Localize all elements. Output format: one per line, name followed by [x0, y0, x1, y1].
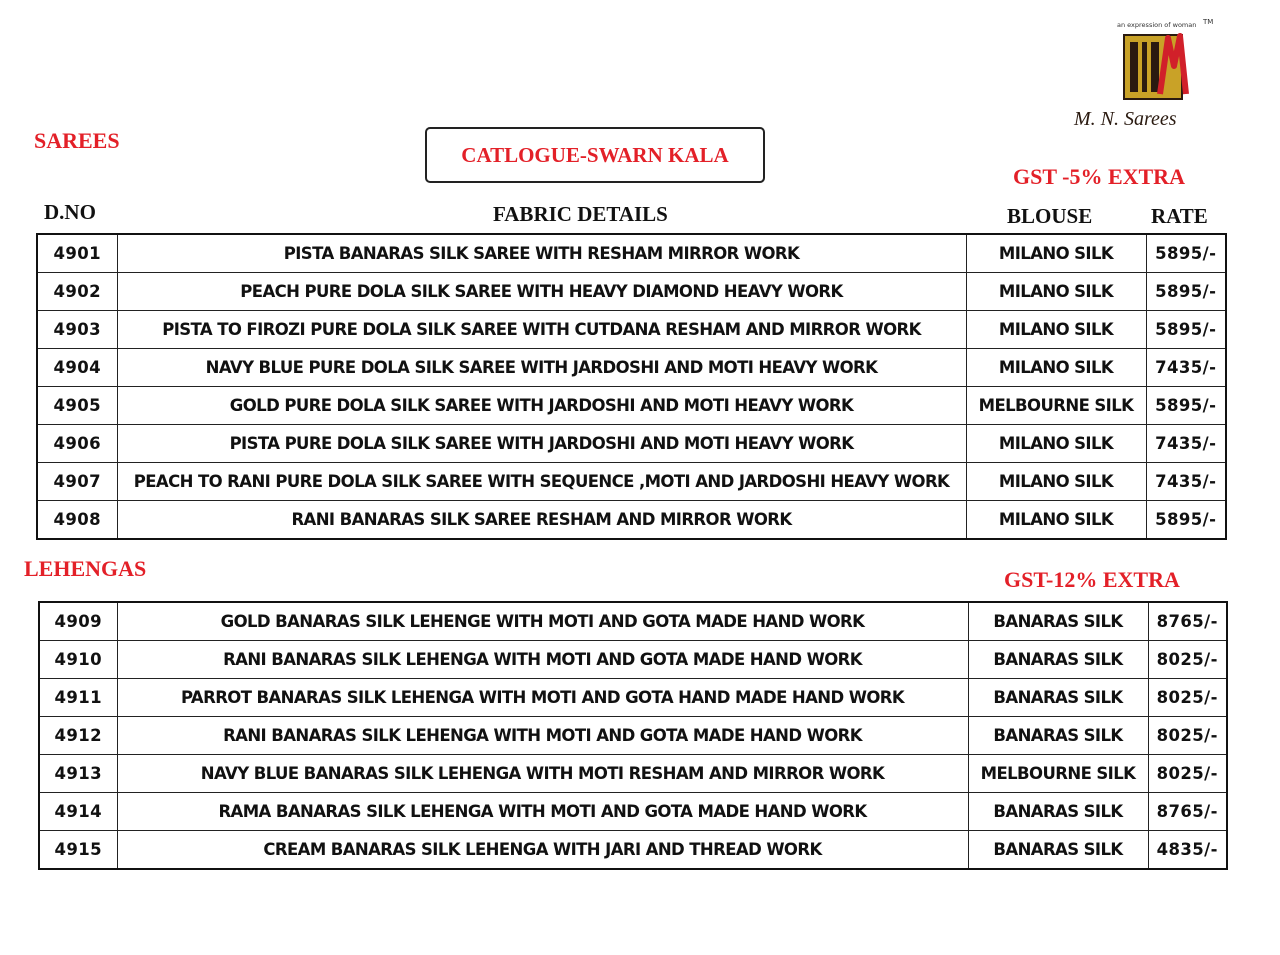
design-number-cell: 4912: [39, 717, 117, 755]
fabric-details-cell: PISTA TO FIROZI PURE DOLA SILK SAREE WITH CUTDANA RESHAM AND MIRROR WORK: [117, 311, 966, 349]
fabric-details-cell: GOLD PURE DOLA SILK SAREE WITH JARDOSHI AND MOTI HEAVY WORK: [117, 387, 966, 425]
fabric-details-cell: PEACH TO RANI PURE DOLA SILK SAREE WITH SEQUENCE ,MOTI AND JARDOSHI HEAVY WORK: [117, 463, 966, 501]
rate-cell: 7435/-: [1146, 425, 1226, 463]
header-blouse: BLOUSE: [1007, 204, 1093, 228]
table-row: [39, 717, 1227, 755]
logo-tagline: an expression of woman: [1117, 21, 1197, 29]
logo-tm: TM: [1203, 18, 1214, 26]
rate-cell: 5895/-: [1146, 273, 1226, 311]
design-number-cell: 4901: [37, 234, 117, 273]
blouse-cell: BANARAS SILK: [968, 641, 1148, 679]
blouse-cell: MELBOURNE SILK: [968, 755, 1148, 793]
blouse-cell: MILANO SILK: [966, 234, 1146, 273]
table-row: [37, 234, 1226, 273]
table-row: [37, 501, 1226, 540]
blouse-cell: MILANO SILK: [966, 311, 1146, 349]
fabric-details-cell: PISTA PURE DOLA SILK SAREE WITH JARDOSHI AND MOTI HEAVY WORK: [117, 425, 966, 463]
catalogue-title: CATLOGUE-SWARN KALA: [461, 142, 729, 167]
table-row: [37, 425, 1226, 463]
table-row: [37, 273, 1226, 311]
design-number-cell: 4902: [37, 273, 117, 311]
blouse-cell: MILANO SILK: [966, 349, 1146, 387]
fabric-details-cell: PEACH PURE DOLA SILK SAREE WITH HEAVY DIAMOND HEAVY WORK: [117, 273, 966, 311]
design-number-cell: 4915: [39, 831, 117, 870]
design-number-cell: 4906: [37, 425, 117, 463]
table-row: [37, 311, 1226, 349]
fabric-details-cell: PISTA BANARAS SILK SAREE WITH RESHAM MIRROR WORK: [117, 234, 966, 273]
fabric-details-cell: NAVY BLUE BANARAS SILK LEHENGA WITH MOTI RESHAM AND MIRROR WORK: [117, 755, 968, 793]
rate-cell: 5895/-: [1146, 501, 1226, 540]
design-number-cell: 4904: [37, 349, 117, 387]
fabric-details-cell: RAMA BANARAS SILK LEHENGA WITH MOTI AND GOTA MADE HAND WORK: [117, 793, 968, 831]
lehengas-table: [38, 601, 1228, 870]
fabric-details-cell: RANI BANARAS SILK LEHENGA WITH MOTI AND GOTA MADE HAND WORK: [117, 717, 968, 755]
table-row: [39, 793, 1227, 831]
brand-logo: [1060, 6, 1255, 136]
design-number-cell: 4910: [39, 641, 117, 679]
design-number-cell: 4909: [39, 602, 117, 641]
table-row: [37, 387, 1226, 425]
table-row: [39, 641, 1227, 679]
header-rate: RATE: [1151, 204, 1208, 228]
design-number-cell: 4903: [37, 311, 117, 349]
design-number-cell: 4907: [37, 463, 117, 501]
blouse-cell: MILANO SILK: [966, 425, 1146, 463]
lehengas-section-label: LEHENGAS: [24, 556, 147, 581]
sarees-section-label: SAREES: [34, 128, 120, 153]
blouse-cell: BANARAS SILK: [968, 717, 1148, 755]
blouse-cell: MILANO SILK: [966, 463, 1146, 501]
lehengas-gst-note: GST-12% EXTRA: [1004, 567, 1180, 592]
rate-cell: 8025/-: [1148, 717, 1227, 755]
table-row: [39, 679, 1227, 717]
design-number-cell: 4913: [39, 755, 117, 793]
rate-cell: 7435/-: [1146, 349, 1226, 387]
rate-cell: 7435/-: [1146, 463, 1226, 501]
fabric-details-cell: RANI BANARAS SILK LEHENGA WITH MOTI AND GOTA MADE HAND WORK: [117, 641, 968, 679]
design-number-cell: 4911: [39, 679, 117, 717]
rate-cell: 4835/-: [1148, 831, 1227, 870]
blouse-cell: MILANO SILK: [966, 273, 1146, 311]
fabric-details-cell: PARROT BANARAS SILK LEHENGA WITH MOTI AND GOTA HAND MADE HAND WORK: [117, 679, 968, 717]
blouse-cell: BANARAS SILK: [968, 793, 1148, 831]
blouse-cell: BANARAS SILK: [968, 831, 1148, 870]
blouse-cell: BANARAS SILK: [968, 679, 1148, 717]
fabric-details-cell: CREAM BANARAS SILK LEHENGA WITH JARI AND THREAD WORK: [117, 831, 968, 870]
blouse-cell: MILANO SILK: [966, 501, 1146, 540]
sarees-gst-note: GST -5% EXTRA: [1013, 164, 1185, 189]
rate-cell: 5895/-: [1146, 387, 1226, 425]
table-row: [37, 463, 1226, 501]
blouse-cell: BANARAS SILK: [968, 602, 1148, 641]
blouse-cell: MELBOURNE SILK: [966, 387, 1146, 425]
rate-cell: 8025/-: [1148, 641, 1227, 679]
sarees-table: [36, 233, 1227, 540]
header-fabric-details: FABRIC DETAILS: [493, 202, 668, 226]
table-row: [39, 831, 1227, 870]
table-row: [39, 602, 1227, 641]
rate-cell: 5895/-: [1146, 311, 1226, 349]
rate-cell: 8025/-: [1148, 755, 1227, 793]
design-number-cell: 4905: [37, 387, 117, 425]
table-row: [37, 349, 1226, 387]
design-number-cell: 4914: [39, 793, 117, 831]
table-row: [39, 755, 1227, 793]
fabric-details-cell: RANI BANARAS SILK SAREE RESHAM AND MIRROR WORK: [117, 501, 966, 540]
rate-cell: 8025/-: [1148, 679, 1227, 717]
header-dno: D.NO: [44, 200, 96, 224]
design-number-cell: 4908: [37, 501, 117, 540]
logo-brand-text: M. N. Sarees: [1074, 108, 1177, 130]
rate-cell: 8765/-: [1148, 602, 1227, 641]
catalogue-title-box: [425, 127, 765, 183]
mn-sarees-logo-icon: [1060, 6, 1255, 136]
fabric-details-cell: GOLD BANARAS SILK LEHENGE WITH MOTI AND GOTA MADE HAND WORK: [117, 602, 968, 641]
fabric-details-cell: NAVY BLUE PURE DOLA SILK SAREE WITH JARDOSHI AND MOTI HEAVY WORK: [117, 349, 966, 387]
rate-cell: 5895/-: [1146, 234, 1226, 273]
rate-cell: 8765/-: [1148, 793, 1227, 831]
